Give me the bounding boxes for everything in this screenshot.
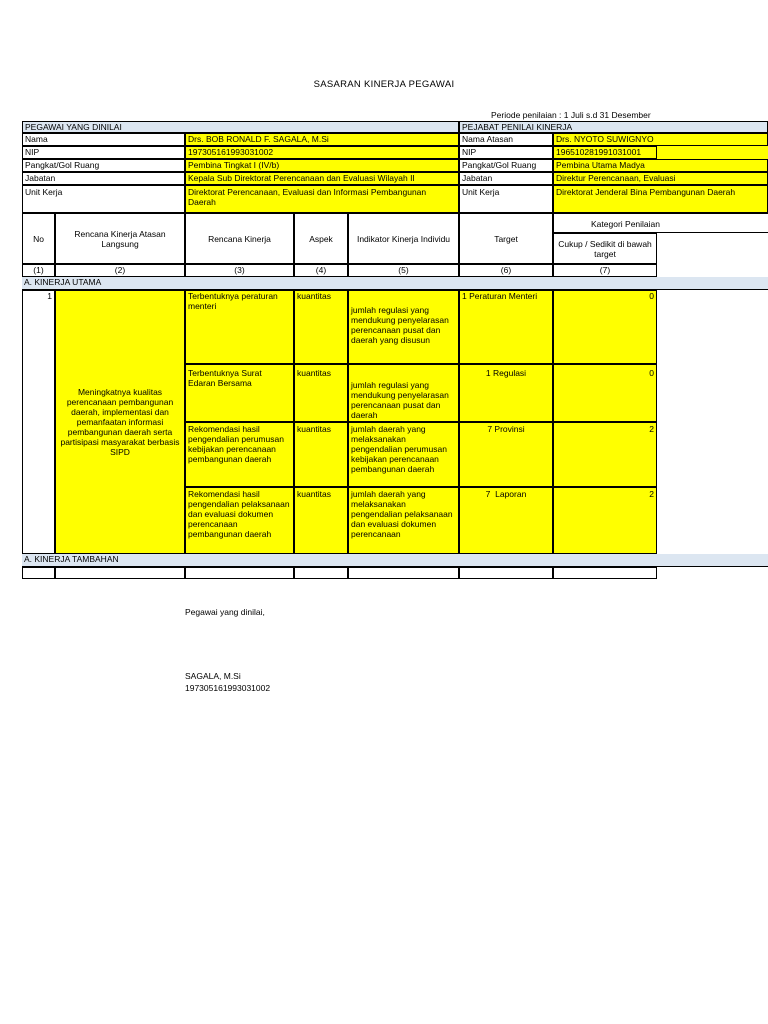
pejabat-jabatan-label: Jabatan (459, 172, 553, 185)
pejabat-pangkat-label: Pangkat/Gol Ruang (459, 159, 553, 172)
pejabat-pangkat: Pembina Utama Madya (553, 159, 768, 172)
indikator: jumlah regulasi yang mendukung penyelarasan perencanaan pusat dan daerah (348, 364, 459, 422)
empty-cell (459, 567, 553, 579)
col-num-1: (1) (22, 264, 55, 277)
cukup-value: 0 (553, 364, 657, 422)
empty-cell (55, 567, 185, 579)
col-rencana-kinerja: Rencana Kinerja (185, 213, 294, 264)
pejabat-nip-fill (657, 146, 768, 159)
col-target: Target (459, 213, 553, 264)
aspek: kuantitas (294, 422, 348, 487)
pejabat-nip-label: NIP (459, 146, 553, 159)
pegawai-nama-label: Nama (22, 133, 185, 146)
col-num-4: (4) (294, 264, 348, 277)
empty-cell (294, 567, 348, 579)
pegawai-jabatan-label: Jabatan (22, 172, 185, 185)
pegawai-nip-label: NIP (22, 146, 185, 159)
col-num-5: (5) (348, 264, 459, 277)
pegawai-unit: Direktorat Perencanaan, Evaluasi dan Informasi Pembangunan Daerah (185, 185, 459, 213)
pegawai-nama: Drs. BOB RONALD F. SAGALA, M.Si (185, 133, 459, 146)
rencana-kinerja: Terbentuknya peraturan menteri (185, 290, 294, 364)
page-title: SASARAN KINERJA PEGAWAI (313, 79, 455, 90)
target: 1 Peraturan Menteri (459, 290, 553, 364)
pegawai-jabatan: Kepala Sub Direktorat Perencanaan dan Evaluasi Wilayah II (185, 172, 459, 185)
rencana-kinerja: Terbentuknya Surat Edaran Bersama (185, 364, 294, 422)
pegawai-unit-label: Unit Kerja (22, 185, 185, 213)
row-no: 1 (22, 290, 55, 554)
aspek: kuantitas (294, 290, 348, 364)
pejabat-unit-label: Unit Kerja (459, 185, 553, 213)
pegawai-pangkat-label: Pangkat/Gol Ruang (22, 159, 185, 172)
pegawai-header: PEGAWAI YANG DINILAI (22, 121, 459, 133)
periode-penilaian: Periode penilaian : 1 Juli s.d 31 Desember (491, 110, 651, 120)
empty-cell (553, 567, 657, 579)
aspek: kuantitas (294, 364, 348, 422)
col-num-7: (7) (553, 264, 657, 277)
target: 1 Regulasi (459, 364, 553, 422)
section-kinerja-tambahan: A. KINERJA TAMBAHAN (22, 554, 768, 567)
col-num-6: (6) (459, 264, 553, 277)
rencana-kinerja: Rekomendasi hasil pengendalian pelaksanaan dan evaluasi dokumen perencanaan pembangunan daerah (185, 487, 294, 554)
col-cukup: Cukup / Sedikit di bawah target (553, 233, 657, 264)
empty-cell (348, 567, 459, 579)
pejabat-nip: 196510281991031001 (553, 146, 657, 159)
empty-cell (22, 567, 55, 579)
indikator: jumlah daerah yang melaksanakan pengendalian pelaksanaan dan evaluasi dokumen perencanaan (348, 487, 459, 554)
section-kinerja-utama: A. KINERJA UTAMA (22, 277, 768, 290)
indikator: jumlah regulasi yang mendukung penyelarasan perencanaan pusat dan daerah yang disusun (348, 290, 459, 364)
empty-cell (185, 567, 294, 579)
col-num-2: (2) (55, 264, 185, 277)
col-rencana-atasan: Rencana Kinerja Atasan Langsung (55, 213, 185, 264)
signature-name: SAGALA, M.Si (185, 671, 241, 681)
col-indikator: Indikator Kinerja Individu (348, 213, 459, 264)
pejabat-jabatan: Direktur Perencanaan, Evaluasi (553, 172, 768, 185)
col-no: No (22, 213, 55, 264)
pejabat-header: PEJABAT PENILAI KINERJA (459, 121, 768, 133)
signature-label: Pegawai yang dinilai, (185, 607, 265, 617)
pejabat-nama-label: Nama Atasan (459, 133, 553, 146)
col-kategori: Kategori Penilaian (553, 213, 768, 233)
signature-nip: 197305161993031002 (185, 683, 271, 693)
rencana-kinerja: Rekomendasi hasil pengendalian perumusan kebijakan perencanaan pembangunan daerah (185, 422, 294, 487)
pejabat-nama: Drs. NYOTO SUWIGNYO (553, 133, 768, 146)
cukup-value: 2 (553, 422, 657, 487)
target: 7 Laporan (459, 487, 553, 554)
cukup-value: 0 (553, 290, 657, 364)
indikator: jumlah daerah yang melaksanakan pengendalian perumusan kebijakan perencanaan pembangunan daerah (348, 422, 459, 487)
pegawai-pangkat: Pembina Tingkat I (IV/b) (185, 159, 459, 172)
cukup-value: 2 (553, 487, 657, 554)
pejabat-unit: Direktorat Jenderal Bina Pembangunan Daerah (553, 185, 768, 213)
col-num-3: (3) (185, 264, 294, 277)
pegawai-nip: 197305161993031002 (185, 146, 459, 159)
col-aspek: Aspek (294, 213, 348, 264)
rencana-atasan-value: Meningkatnya kualitas perencanaan pembangunan daerah, implementasi dan pemanfaatan informasi pembangunan daerah serta partisipasi masyarakat berbasis SIPD (55, 290, 185, 554)
target: 7 Provinsi (459, 422, 553, 487)
aspek: kuantitas (294, 487, 348, 554)
